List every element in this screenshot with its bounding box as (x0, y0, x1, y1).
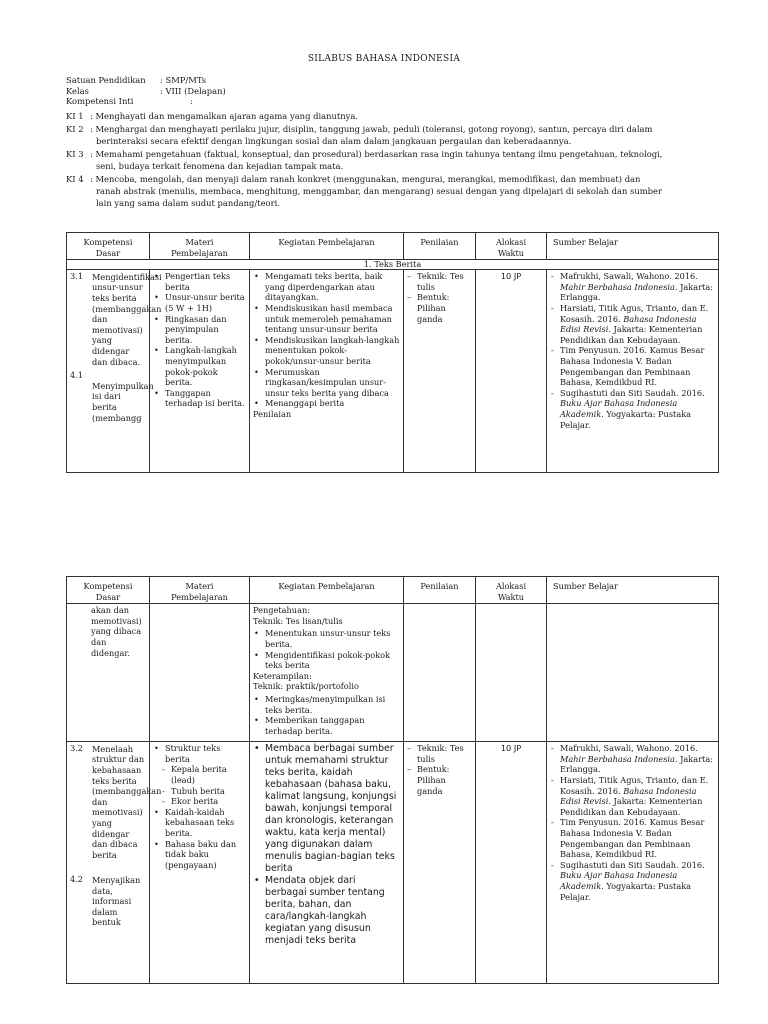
kegiatan-item: • Mendiskusikan hasil membaca untuk memeroleh pemahaman tentang unsur-unsur berita (263, 303, 400, 335)
kegiatan-item: • Membaca berbagai sumber untuk memahami struktur teks berita, kaidah kebahasaan (bahasa baku, kalimat langsung, konjungsi bawah, konjungsi temporal dan kronologis, keterangan waktu, kata kerja mental) yang digunakan dalam menulis bagian-bagian teks berita (263, 743, 400, 875)
sumber-cell (547, 742, 719, 984)
pengetahuan-label: Pengetahuan: (253, 605, 310, 616)
header-alokasi: Alokasi Waktu (476, 577, 547, 604)
alokasi-cell: 10 JP (476, 742, 547, 984)
penilaian-cell (404, 604, 476, 742)
satuan-value: : SMP/MTs (160, 75, 207, 85)
ki-text: : Menghargai dan menghayati perilaku jujur, disiplin, tanggung jawab, peduli (toleransi, gotong royong), santun, percaya diri dalam (90, 124, 653, 134)
header-materi: Materi Pembelajaran (150, 233, 250, 260)
sumber-item: - Harsiati, Titik Agus, Trianto, dan E. Kosasih. 2016. Bahasa Indonesia Edisi Revisi. Jakarta: Kementerian Pendidikan dan Kebudayaan. (560, 303, 715, 345)
kd-number: 3.2 (70, 743, 84, 754)
materi-item: • Langkah-langkah menyimpulkan pokok-pokok berita. (163, 345, 246, 387)
header-penilaian: Penilaian (404, 233, 476, 260)
kegiatan-item: • Mengamati teks berita, baik yang diperdengarkan atau ditayangkan. (263, 271, 400, 303)
header-kompetensi-dasar: Kompetensi Dasar (67, 233, 150, 260)
identity-block (66, 75, 226, 107)
syllabus-table-2 (66, 576, 719, 984)
sumber-item: - Tim Penyusun. 2016. Kamus Besar Bahasa Indonesia V. Badan Pengembangan dan Pembinaan Bahasa, Kemdikbud RI. (560, 817, 715, 859)
ki-item (66, 123, 716, 147)
ki-code: KI 1 (66, 111, 84, 121)
ki-item (66, 110, 716, 122)
document-title: SILABUS BAHASA INDONESIA (307, 54, 461, 64)
keterampilan-label: Keterampilan: (253, 670, 312, 681)
sumber-cell (547, 604, 719, 742)
sumber-item: - Mafrukhi, Sawali, Wahono. 2016. Mahir Berbahasa Indonesia. Jakarta: Erlangga. (560, 271, 715, 303)
materi-cell (150, 270, 250, 473)
ki-code: KI 4 (66, 174, 84, 184)
section-title: 1. Teks Berita (67, 260, 719, 270)
kd-number: 4.1 (70, 370, 84, 381)
kd-text: Mengidentifikasi unsur-unsur teks berita (membanggakan dan memotivasi) yang didengar dan dibaca. (92, 271, 162, 367)
header-sumber: Sumber Belajar (547, 233, 719, 260)
sumber-item: - Tim Penyusun. 2016. Kamus Besar Bahasa Indonesia V. Badan Pengembangan dan Pembinaan Bahasa, Kemdikbud RI. (560, 345, 715, 387)
keterampilan-teknik: Teknik: praktik/portofolio (253, 681, 359, 692)
kd-cell (67, 270, 162, 473)
penilaian-item: – Teknik: Tes tulis (417, 271, 472, 292)
penilaian-item: – Bentuk: Pilihan ganda (417, 764, 472, 796)
materi-cell (150, 604, 250, 742)
ki-text: : Mencoba, mengolah, dan menyaji dalam ranah konkret (menggunakan, mengurai, merangkai, memodifikasi, dan membuat) dan (90, 174, 641, 184)
kd-text: Menyimpulkan isi dari berita (membangg (92, 380, 154, 423)
kompetensi-inti-label: Kompetensi Inti (66, 96, 134, 106)
ki-text-cont: ranah abstrak (menulis, membaca, menghitung, menggambar, dan mengarang) sesuai dengan yang dipelajari di sekolah dan sumber (96, 186, 663, 196)
kegiatan-cell (250, 742, 404, 984)
kegiatan-tail: Penilaian (253, 408, 292, 419)
keterampilan-item: • Memberikan tanggapan terhadap berita. (263, 715, 400, 736)
penilaian-detail-cell (250, 604, 404, 742)
ki-item (66, 148, 716, 172)
kegiatan-item: • Mendiskusikan langkah-langkah menentukan pokok-pokok/unsur-unsur berita (263, 335, 400, 367)
materi-item: • Tanggapan terhadap isi berita. (163, 388, 246, 409)
ki-text: : Memahami pengetahuan (faktual, konseptual, dan prosedural) berdasarkan rasa ingin tahunya tentang ilmu pengetahuan, teknologi, (90, 149, 663, 159)
kompetensi-inti-list (66, 110, 716, 210)
penilaian-cell (404, 742, 476, 984)
kd-number: 4.2 (70, 874, 84, 885)
alokasi-cell (476, 604, 547, 742)
materi-item: • Bahasa baku dan tidak baku (pengayaan) (163, 839, 246, 871)
header-kegiatan: Kegiatan Pembelajaran (250, 577, 404, 604)
materi-item: • Ringkasan dan penyimpulan berita. (163, 314, 246, 346)
ki-text-cont: seni, budaya terkait fenomena dan kejadian tampak mata. (96, 161, 344, 171)
header-kegiatan: Kegiatan Pembelajaran (250, 233, 404, 260)
materi-subitem: - Kepala berita (lead) (171, 764, 246, 785)
sumber-item: - Mafrukhi, Sawali, Wahono. 2016. Mahir Berbahasa Indonesia. Jakarta: Erlangga. (560, 743, 715, 775)
syllabus-table-1 (66, 232, 719, 473)
sumber-item: - Sugihastuti dan Siti Saudah. 2016. Buku Ajar Bahasa Indonesia Akademik. Yogyakarta: Pustaka Pelajar. (560, 388, 715, 430)
ki-code: KI 2 (66, 124, 84, 134)
kegiatan-cell (250, 270, 404, 473)
kd-text: Menelaah struktur dan kebahasaan teks berita (membanggakan dan memotivasi) yang didengar dan dibaca berita (92, 743, 162, 860)
keterampilan-item: • Meringkas/menyimpulkan isi teks berita. (263, 694, 400, 715)
materi-item: • Struktur teks berita (163, 743, 246, 764)
materi-subitem: - Tubuh berita (171, 786, 246, 797)
kelas-label: Kelas (66, 85, 89, 96)
pengetahuan-item: • Menentukan unsur-unsur teks berita. (263, 628, 400, 649)
kegiatan-item: • Menanggapi berita (263, 398, 400, 409)
materi-item: • Kaidah-kaidah kebahasaan teks berita. (163, 807, 246, 839)
sumber-item: - Harsiati, Titik Agus, Trianto, dan E. Kosasih. 2016. Bahasa Indonesia Edisi Revisi. Jakarta: Kementerian Pendidikan dan Kebudayaan. (560, 775, 715, 817)
kelas-value: : VIII (Delapan) (160, 85, 226, 96)
materi-subitem: - Ekor berita (171, 796, 246, 807)
header-penilaian: Penilaian (404, 577, 476, 604)
ki-code: KI 3 (66, 149, 84, 159)
ki-text: : Menghayati dan mengamalkan ajaran agama yang dianutnya. (90, 111, 359, 121)
kompetensi-inti-colon: : (190, 96, 193, 106)
ki-text-cont: lain yang sama dalam sudut pandang/teori. (96, 198, 280, 208)
header-sumber: Sumber Belajar (547, 577, 719, 604)
header-kompetensi-dasar: Kompetensi Dasar (67, 577, 150, 604)
materi-cell (150, 742, 250, 984)
ki-item (66, 173, 716, 209)
penilaian-item: – Teknik: Tes tulis (417, 743, 472, 764)
penilaian-item: – Bentuk: Pilihan ganda (417, 292, 472, 324)
kd-text: Menyajikan data, informasi dalam bentuk (92, 874, 141, 928)
header-materi: Materi Pembelajaran (150, 577, 250, 604)
kegiatan-item: • Merumuskan ringkasan/kesimpulan unsur-unsur teks berita yang dibaca (263, 367, 400, 399)
penilaian-cell (404, 270, 476, 473)
sumber-item: - Sugihastuti dan Siti Saudah. 2016. Buku Ajar Bahasa Indonesia Akademik. Yogyakarta: Pustaka Pelajar. (560, 860, 715, 902)
kd-cell-continued: akan dan memotivasi) yang dibaca dan didengar. (67, 604, 150, 742)
ki-text-cont: berinteraksi secara efektif dengan lingkungan sosial dan alam dalam jangkauan pergaulan dan keberadaannya. (96, 136, 572, 146)
pengetahuan-item: • Mengidentifikasi pokok-pokok teks berita (263, 650, 400, 671)
sumber-cell (547, 270, 719, 473)
materi-item: • Pengertian teks berita (163, 271, 246, 292)
pengetahuan-teknik: Teknik: Tes lisan/tulis (253, 615, 343, 626)
satuan-label: Satuan Pendidikan (66, 75, 146, 85)
kegiatan-item: • Mendata objek dari berbagai sumber tentang berita, bahan, dan cara/langkah-langkah kegiatan yang disusun menjadi teks berita (263, 875, 400, 947)
materi-item: • Unsur-unsur berita (5 W + 1H) (163, 292, 246, 313)
header-alokasi: Alokasi Waktu (476, 233, 547, 260)
alokasi-cell: 10 JP (476, 270, 547, 473)
kd-cell (67, 742, 162, 984)
kd-number: 3.1 (70, 271, 84, 282)
